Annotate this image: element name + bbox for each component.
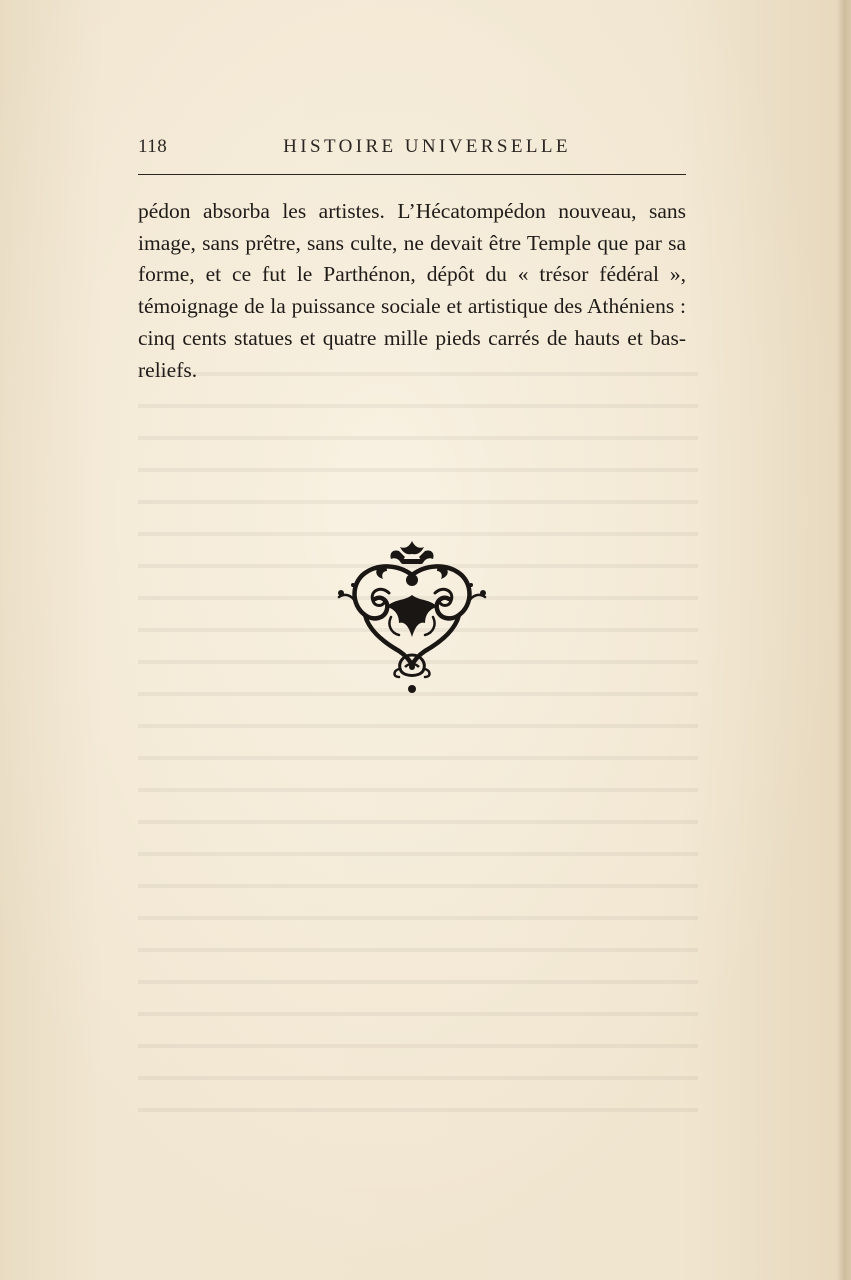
page-number: 118 [138, 136, 168, 157]
page-edge-shadow [837, 0, 851, 1280]
running-head [138, 134, 686, 175]
body-paragraph: pédon absorba les artistes. L’Hécatompédon nouveau, sans image, sans prêtre, sans culte, ne devait être Temple que par sa forme, et ce fut le Parthénon, dépôt du « trésor fédéral », témoignage de la puissance sociale et artistique des Athéniens : cinq cents statues et quatre mille pieds carrés de hauts et bas-reliefs. [138, 199, 686, 382]
running-head-title: HISTOIRE UNIVERSELLE [283, 136, 571, 157]
show-through-text [138, 352, 698, 1112]
fleuron-ornament-icon [329, 535, 495, 695]
